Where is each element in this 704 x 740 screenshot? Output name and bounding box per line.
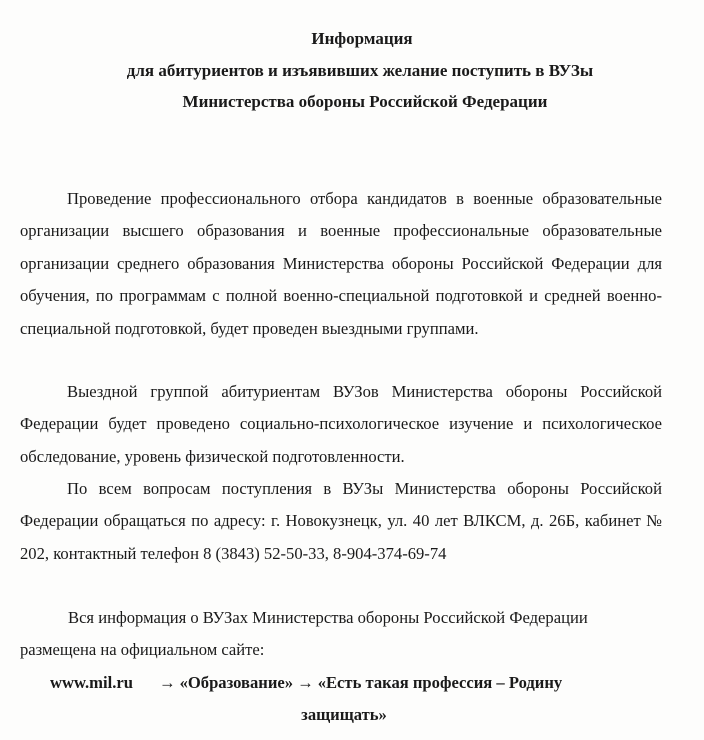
section-education: «Образование»	[179, 673, 294, 692]
navigation-path	[50, 667, 650, 699]
site-link[interactable]: www.mil.ru	[50, 673, 133, 692]
arrow-right-icon: →	[297, 673, 314, 692]
paragraph-contact-info	[20, 473, 662, 570]
section-profession: «Есть такая профессия – Родину	[317, 673, 563, 692]
arrow-right-icon: →	[158, 673, 176, 692]
document-subtitle-line2: Министерства обороны Российской Федерации	[182, 92, 548, 111]
paragraph-text: Проведение профессионального отбора кандидатов в военные образовательные организации высшего образования и военные профессиональные образовательные организации среднего образования Министерства обороны Российской Федерации для обучения, по программам с полной военно-специальной подготовкой и средней военно-специальной подготовкой, будет проведен выездными группами.	[20, 189, 662, 338]
paragraph-text: Выездной группой абитуриентам ВУЗов Министерства обороны Российской Федерации будет проведено социально-психологическое изучение и психологическое обследование, уровень физической подготовленности.	[20, 382, 662, 466]
paragraph-website-info	[20, 602, 680, 667]
section-profession-end: защищать»	[301, 705, 387, 724]
paragraph-text: Вся информация о ВУЗах Министерства обороны Российской Федерации	[68, 608, 588, 627]
paragraph-field-group-info	[20, 376, 662, 473]
navigation-path-continued	[0, 699, 704, 731]
paragraph-text: размещена на официальном сайте:	[20, 640, 265, 660]
paragraph-selection-info	[20, 183, 662, 345]
document-subtitle-line1: для абитуриентов и изъявивших желание поступить в ВУЗы	[126, 61, 594, 80]
paragraph-text: По всем вопросам поступления в ВУЗы Министерства обороны Российской Федерации обращаться по адресу: г. Новокузнецк, ул. 40 лет ВЛКСМ, д. 26Б, кабинет № 202, контактный телефон 8 (3843) 52-50-33, 8-904-374-69-74	[20, 479, 662, 563]
document-title: Информация	[311, 29, 413, 48]
